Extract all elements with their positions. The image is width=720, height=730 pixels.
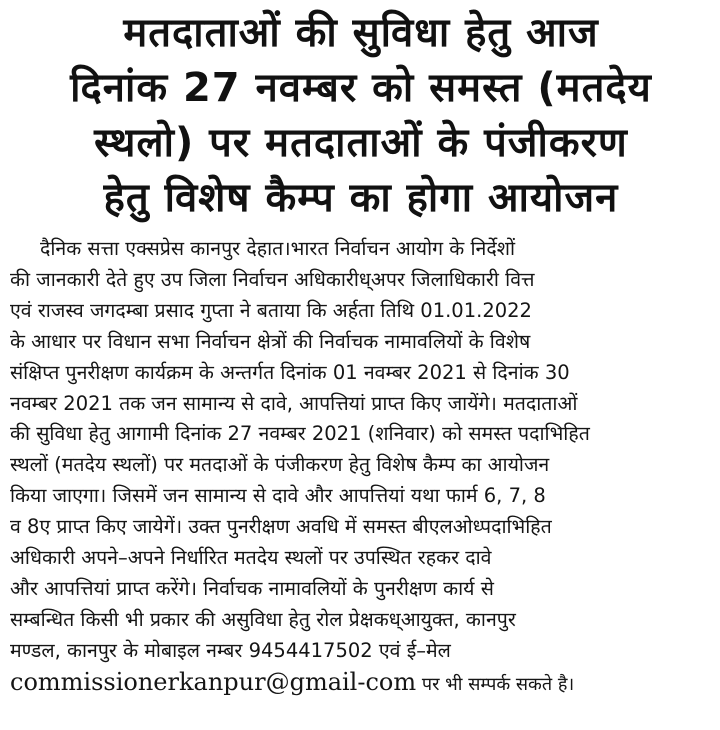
body-line-7: की सुविधा हेतु आगामी दिनांक 27 नवम्बर 2021 (शनिवार) को समस्त पदाभिहित (10, 422, 590, 446)
closing-text: पर भी सम्पर्क सकते है। (416, 673, 575, 695)
body-line-1: दैनिक सत्ता एक्सप्रेस कानपुर देहात।भारत निर्वाचन आयोग के निर्देशों (40, 237, 516, 260)
body-line-6: नवम्बर 2021 तक जन सामान्य से दावे, आपत्तियां प्राप्त किए जायेंगे। मतदाताओं (10, 391, 578, 415)
body-line-14: मण्डल, कानपुर के मोबाइल नम्बर 9454417502 एवं ई–मेल (10, 638, 451, 662)
article-body (10, 234, 712, 701)
email-address[interactable]: commissionerkanpur@gmail-com (10, 667, 417, 696)
body-line-3: एवं राजस्व जगदम्बा प्रसाद गुप्ता ने बताया कि अर्हता तिथि 01.01.2022 (10, 298, 532, 322)
body-line-12: और आपत्तियां प्राप्त करेंगे। निर्वाचक नामावलियों के पुनरीक्षण कार्य से (10, 576, 494, 600)
body-line-15 (10, 667, 712, 701)
body-line-13: सम्बन्धित किसी भी प्रकार की असुविधा हेतु रोल प्रेक्षकध्आयुक्त, कानपुर (10, 607, 516, 631)
body-line-9: किया जाएगा। जिसमें जन सामान्य से दावे और आपत्तियां यथा फार्म 6, 7, 8 (10, 484, 546, 508)
body-line-11: अधिकारी अपने–अपने निर्धारित मतदेय स्थलों पर उपस्थित रहकर दावे (10, 546, 492, 570)
body-line-10: व 8ए प्राप्त किए जायेगें। उक्त पुनरीक्षण अवधि में समस्त बीएलओध्पदाभिहित (10, 515, 552, 539)
headline-line-3: स्थलो) पर मतदाताओं के पंजीकरण (94, 120, 628, 166)
body-line-4: के आधार पर विधान सभा निर्वाचन क्षेत्रों की निर्वाचक नामावलियों के विशेष (10, 329, 531, 353)
headline-line-2: दिनांक 27 नवम्बर को समस्त (मतदेय (70, 65, 652, 111)
headline-line-1: मतदाताओं की सुविधा हेतु आज (123, 10, 599, 56)
body-line-2: की जानकारी देते हुए उप जिला निर्वाचन अधिकारीध्अपर जिलाधिकारी वित्त (10, 267, 535, 291)
body-line-8: स्थलों (मतदेय स्थलों) पर मतदाओं के पंजीकरण हेतु विशेष कैम्प का आयोजन (10, 453, 550, 477)
headline-line-4: हेतु विशेष कैम्प का होगा आयोजन (103, 175, 619, 221)
body-line-5: संक्षिप्त पुनरीक्षण कार्यक्रम के अन्तर्गत दिनांक 01 नवम्बर 2021 से दिनांक 30 (10, 360, 570, 384)
headline (10, 6, 712, 226)
